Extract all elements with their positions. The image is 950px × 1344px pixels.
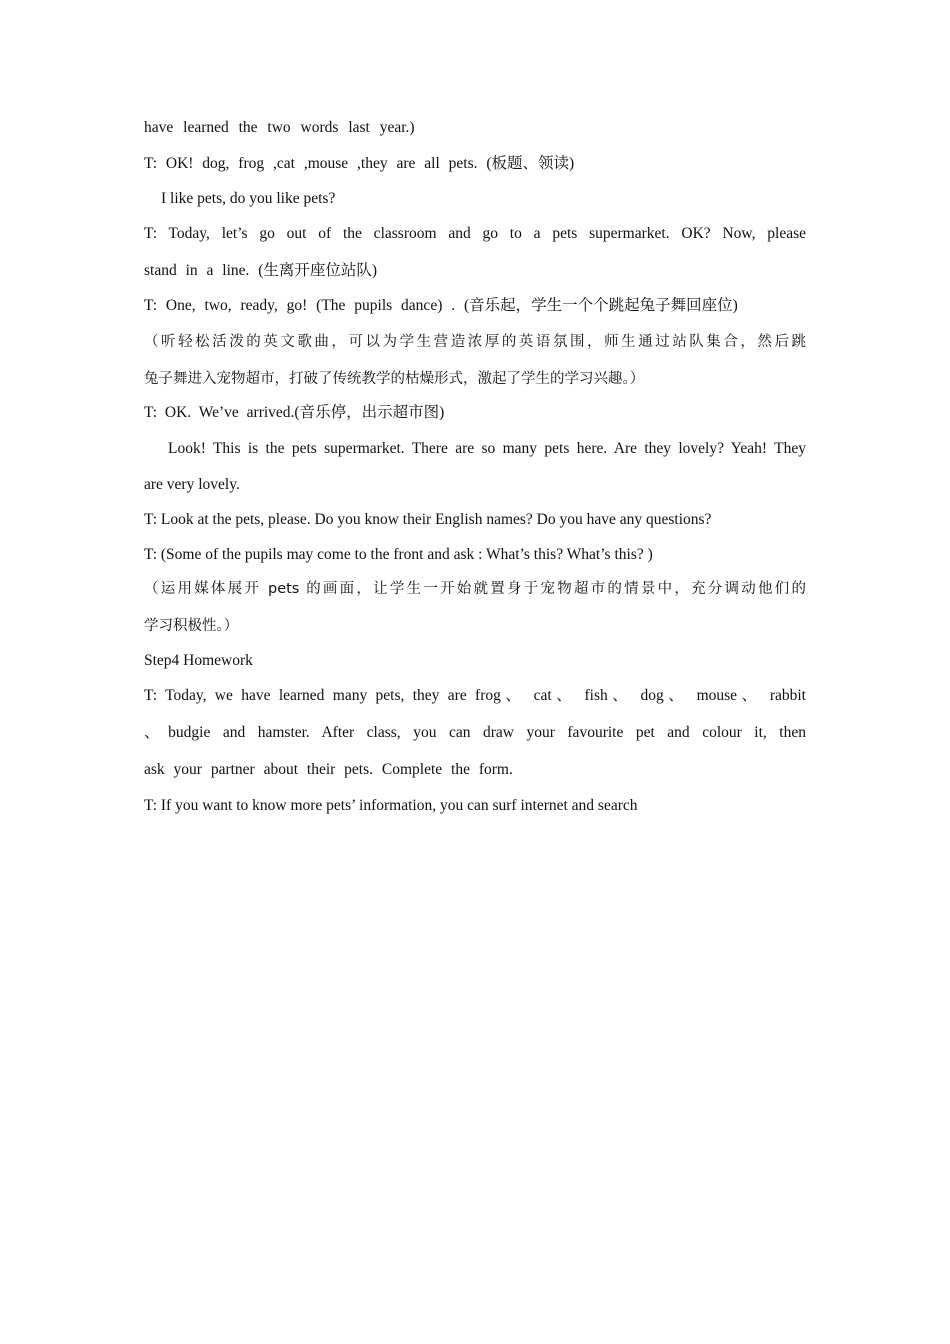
text-line: I like pets, do you like pets? <box>161 190 336 207</box>
text-line: T: One, two, ready, go! (The pupils dance) . (音乐起，学生一个个跳起兔子舞回座位) <box>144 297 738 314</box>
text-line: stand in a line. (生离开座位站队) <box>144 262 378 279</box>
text-line: T: If you want to know more pets’ information, you can surf internet and search <box>144 797 638 814</box>
text-line: T: Today, we have learned many pets, they are frog、 cat、 fish、 dog、 mouse、 rabbit <box>144 687 806 704</box>
text-line: have learned the two words last year.) <box>144 119 415 136</box>
text-line: 学习积极性。） <box>144 618 239 634</box>
text-line: Look! This is the pets supermarket. There are so many pets here. Are they lovely? Yeah! They <box>168 440 806 457</box>
text-line: T: OK. We’ve arrived.(音乐停，出示超市图) <box>144 404 445 421</box>
text-line: T: (Some of the pupils may come to the front and ask : What’s this? What’s this? ) <box>144 546 653 563</box>
text-line: （听轻松活泼的英文歌曲，可以为学生营造浓厚的英语氛围，师生通过站队集合，然后跳 <box>144 334 806 350</box>
text-line: T: OK! dog, frog ,cat ,mouse ,they are all pets. (板题、领读) <box>144 155 575 172</box>
text-line: 、budgie and hamster. After class, you can draw your favourite pet and colour it, then <box>144 724 806 741</box>
text-line: （运用媒体展开 pets 的画面，让学生一开始就置身于宠物超市的情景中，充分调动他们的 <box>144 581 806 597</box>
text-line: ask your partner about their pets. Complete the form. <box>144 761 513 778</box>
text-line: are very lovely. <box>144 476 240 493</box>
text-line: T: Today, let’s go out of the classroom and go to a pets supermarket. OK? Now, please <box>144 225 806 242</box>
text-line: T: Look at the pets, please. Do you know their English names? Do you have any questions? <box>144 511 712 528</box>
text-line: 兔子舞进入宠物超市，打破了传统教学的枯燥形式，激起了学生的学习兴趣。） <box>144 371 645 387</box>
text-line: Step4 Homework <box>144 652 253 669</box>
